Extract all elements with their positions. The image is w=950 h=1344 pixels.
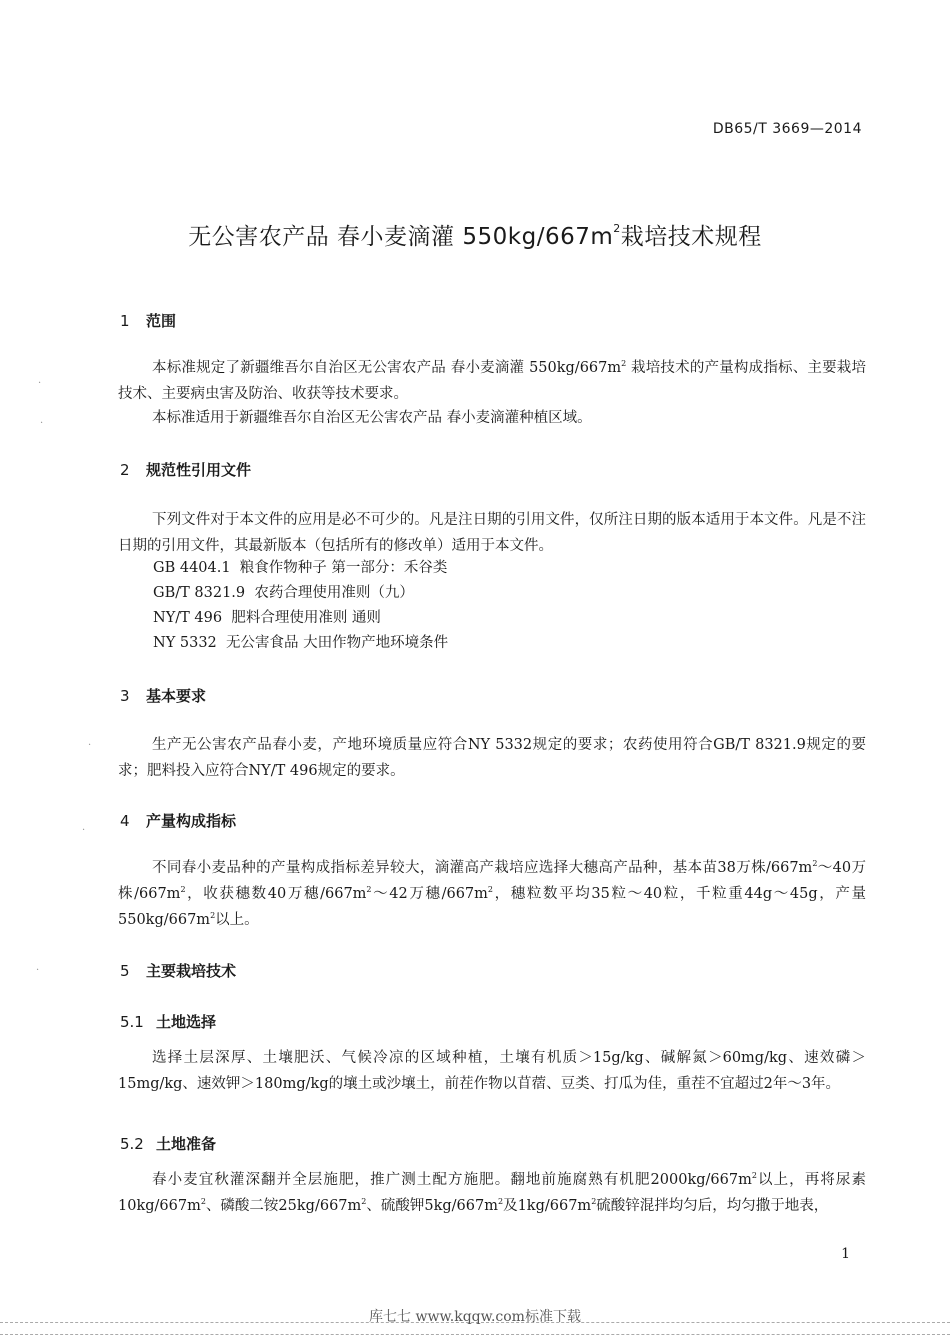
section-4-paragraph-1 xyxy=(118,855,866,933)
section-5-1-heading xyxy=(120,1011,216,1032)
section-2-paragraph-1: 下列文件对于本文件的应用是必不可少的。凡是注日期的引用文件，仅所注日期的版本适用于本文件。凡是不注日期的引用文件，其最新版本（包括所有的修改单）适用于本文件。 xyxy=(118,512,866,554)
title-tail: 栽培技术规程 xyxy=(620,224,762,250)
superscript: 2 xyxy=(591,1197,597,1206)
scan-border-line xyxy=(0,1334,950,1335)
section-number: 1 xyxy=(120,312,130,330)
superscript: 2 xyxy=(200,1197,206,1206)
superscript: 2 xyxy=(487,885,493,894)
section-title: 基本要求 xyxy=(146,687,207,705)
standard-code: DB65/T 3669—2014 xyxy=(712,121,862,137)
title-main: 无公害农产品 春小麦滴灌 550kg/667m xyxy=(188,224,614,250)
section-1-paragraph-2: 本标准适用于新疆维吾尔自治区无公害农产品 春小麦滴灌种植区域。 xyxy=(152,410,592,426)
text-run: ～42万穗/667m xyxy=(371,886,488,902)
superscript: 2 xyxy=(210,911,216,920)
section-title: 土地选择 xyxy=(156,1013,217,1031)
text-run: ～40万株/667m xyxy=(118,860,866,902)
text-run: 以上，再将尿素10kg/667m xyxy=(118,1172,866,1214)
section-number: 4 xyxy=(120,812,130,830)
section-number: 5 xyxy=(120,962,130,980)
scan-speck: · xyxy=(88,740,92,751)
section-1-heading xyxy=(120,310,176,331)
section-2-heading xyxy=(120,459,251,480)
document-title xyxy=(0,218,950,251)
scan-speck: · xyxy=(38,378,42,389)
section-title: 土地准备 xyxy=(156,1135,217,1153)
section-5-heading xyxy=(120,960,236,981)
text-run: 硫酸锌混拌均匀后，均匀撒于地表， xyxy=(596,1198,829,1214)
text-run: ，收获穗数40万穗/667m xyxy=(185,886,367,902)
reference-item: NY/T 496 肥料合理使用准则 通则 xyxy=(153,610,381,626)
section-5-1-paragraph-1: 选择土层深厚、土壤肥沃、气候冷凉的区域种植，土壤有机质＞15g/kg、碱解氮＞60mg/kg、速效磷＞15mg/kg、速效钾＞180mg/kg的壤土或沙壤土，前茬作物以苜蓿、豆类、打瓜为佳，重茬不宜超过2年～3年。 xyxy=(118,1050,866,1092)
section-title: 产量构成指标 xyxy=(146,812,237,830)
reference-item: GB 4404.1 粮食作物种子 第一部分：禾谷类 xyxy=(153,560,448,576)
section-title: 规范性引用文件 xyxy=(146,461,252,479)
title-superscript: 2 xyxy=(613,222,621,235)
text-run: 、硫酸钾5kg/667m xyxy=(366,1198,498,1214)
section-number: 3 xyxy=(120,687,130,705)
superscript: 2 xyxy=(751,1171,757,1180)
section-title: 范围 xyxy=(146,312,177,330)
section-5-2-heading xyxy=(120,1133,216,1154)
reference-item: NY 5332 无公害食品 大田作物产地环境条件 xyxy=(153,635,449,651)
section-number: 5.1 xyxy=(120,1013,144,1031)
superscript: 2 xyxy=(180,885,186,894)
superscript: 2 xyxy=(621,359,627,368)
text-run: 本标准规定了新疆维吾尔自治区无公害农产品 春小麦滴灌 550kg/667m xyxy=(152,360,622,376)
superscript: 2 xyxy=(812,859,818,868)
superscript: 2 xyxy=(366,885,372,894)
text-run: ，穗粒数平均35粒～40粒，千粒重44g～45g，产量550kg/667m xyxy=(118,886,866,928)
footer-watermark: 库七七 www.kqqw.com标准下载 xyxy=(369,1309,581,1325)
text-run: 以上。 xyxy=(215,912,259,928)
section-5-2-paragraph-1 xyxy=(118,1167,866,1219)
superscript: 2 xyxy=(497,1197,504,1206)
scan-speck: · xyxy=(40,418,44,429)
text-run: 栽培技术的产量构成指标、主要栽培技术、主要病虫害及防治、收获等技术要求。 xyxy=(118,360,867,402)
section-4-heading xyxy=(120,810,236,831)
text-run: 不同春小麦品种的产量构成指标差异较大，滴灌高产栽培应选择大穗高产品种，基本苗38万株/667m xyxy=(152,860,813,876)
superscript: 2 xyxy=(361,1197,367,1206)
scan-speck: · xyxy=(82,825,86,836)
reference-item: GB/T 8321.9 农药合理使用准则（九） xyxy=(153,585,414,601)
page-number: 1 xyxy=(841,1246,850,1262)
text-run: 、磷酸二铵25kg/667m xyxy=(205,1198,362,1214)
section-number: 5.2 xyxy=(120,1135,144,1153)
scan-speck: · xyxy=(36,965,40,976)
text-run: 春小麦宜秋灌深翻并全层施肥，推广测土配方施肥。翻地前施腐熟有机肥2000kg/667m xyxy=(152,1172,752,1188)
section-number: 2 xyxy=(120,461,130,479)
section-title: 主要栽培技术 xyxy=(146,962,237,980)
section-1-paragraph-1 xyxy=(118,355,866,407)
text-run: 及1kg/667m xyxy=(503,1198,592,1214)
section-3-paragraph-1: 生产无公害农产品春小麦，产地环境质量应符合NY 5332规定的要求；农药使用符合GB/T 8321.9规定的要求；肥料投入应符合NY/T 496规定的要求。 xyxy=(118,737,866,779)
section-3-heading xyxy=(120,685,206,706)
